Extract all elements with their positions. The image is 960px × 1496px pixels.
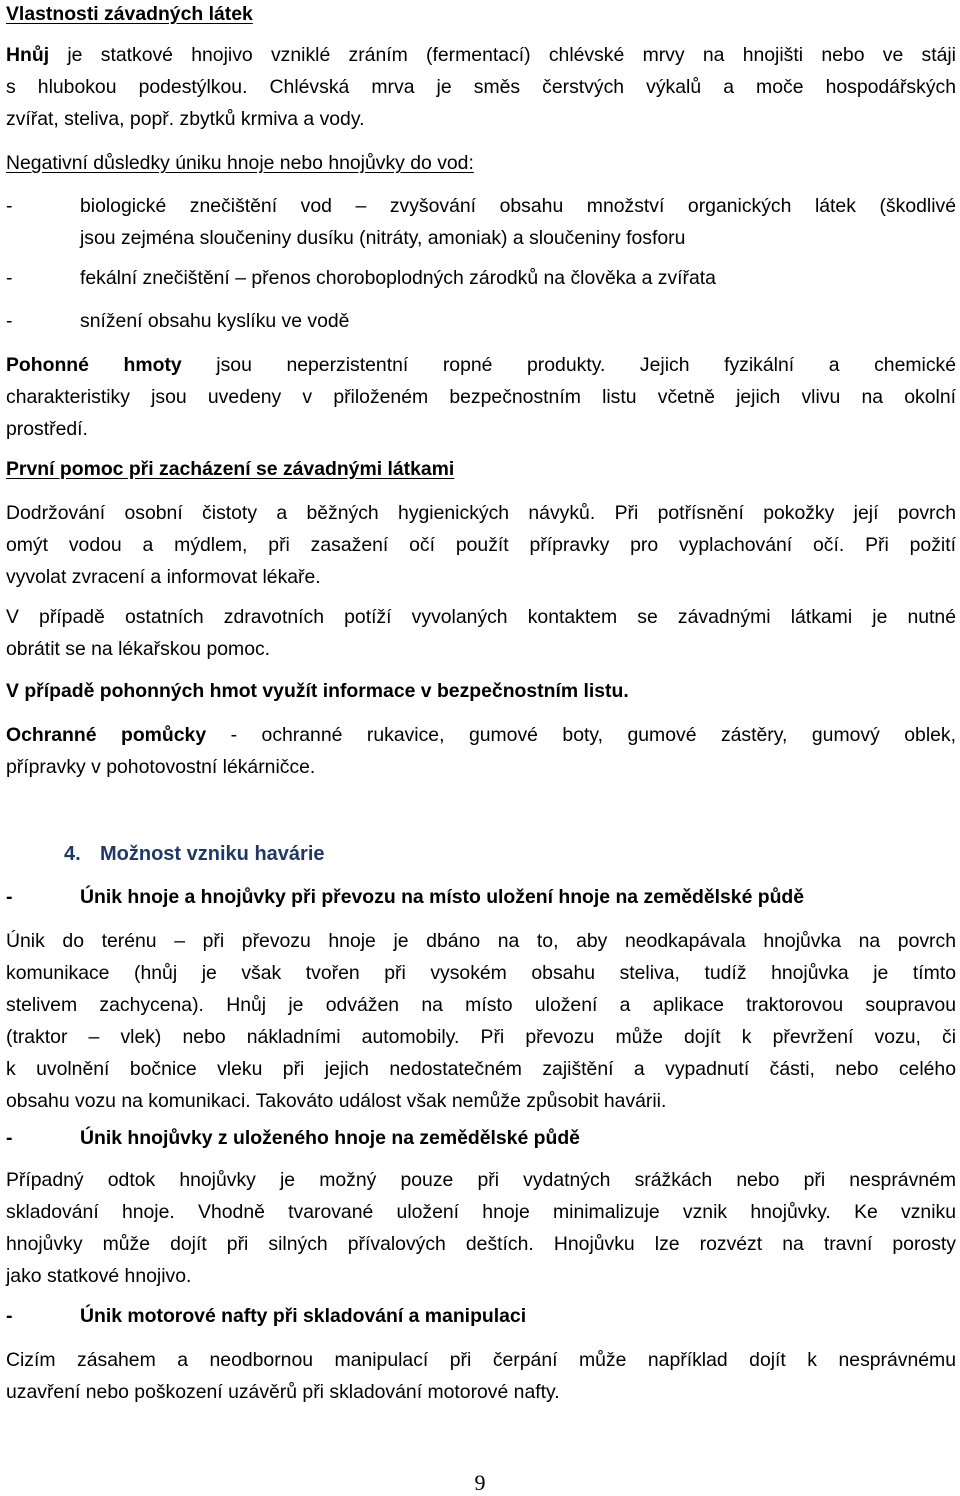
dash-marker: - bbox=[6, 1305, 13, 1327]
subsection-2-title: Únik hnojůvky z uloženého hnoje na zemědělské půdě bbox=[80, 1127, 580, 1149]
subsection-1-title: Únik hnoje a hnojůvky při převozu na místo uložení hnoje na zemědělské půdě bbox=[80, 886, 805, 908]
sub1-line-6: obsahu vozu na komunikaci. Takováto událost však nemůže způsobit havárii. bbox=[6, 1090, 667, 1112]
page-number: 9 bbox=[474, 1470, 486, 1495]
first-aid-p1-line-2: omýt vodou a mýdlem, při zasažení očí použít přípravky pro vyplachování očí. Při požití bbox=[6, 534, 956, 556]
sub2-line-4: jako statkové hnojivo. bbox=[6, 1265, 192, 1287]
first-aid-heading: První pomoc při zacházení se závadnými látkami bbox=[6, 458, 455, 480]
first-aid-paragraph-3: V případě pohonných hmot využít informace v bezpečnostním listu. bbox=[6, 680, 629, 702]
first-aid-p2-line-1: V případě ostatních zdravotních potíží vyvolaných kontaktem se závadnými látkami je nutné bbox=[6, 606, 956, 628]
negative-item-2 bbox=[6, 262, 956, 294]
ppe-paragraph bbox=[6, 719, 956, 783]
subsection-2-paragraph bbox=[6, 1164, 956, 1292]
sub1-line-2: komunikace (hnůj je však tvořen při vysokém obsahu steliva, tudíž hnojůvka je tímto bbox=[6, 962, 956, 984]
sub2-line-2: skladování hnoje. Vhodně tvarované uložení hnoje minimalizuje vznik hnojůvky. Ke vzniku bbox=[6, 1201, 956, 1223]
negative-item-1 bbox=[6, 190, 956, 254]
ppe-term: Ochranné pomůcky bbox=[6, 724, 207, 746]
dash-marker: - bbox=[6, 310, 13, 332]
subsection-3-title: Únik motorové nafty při skladování a manipulaci bbox=[80, 1305, 527, 1327]
negative-item-3-text: snížení obsahu kyslíku ve vodě bbox=[80, 310, 350, 332]
sub2-line-1: Případný odtok hnojůvky je možný pouze při vydatných srážkách nebo při nesprávném bbox=[6, 1169, 956, 1191]
fuels-line-1: Pohonné hmoty jsou neperzistentní ropné produkty. Jejich fyzikální a chemické bbox=[6, 354, 956, 376]
hnuj-line-1: Hnůj je statkové hnojivo vzniklé zráním (fermentací) chlévské mrvy na hnojišti nebo ve stáji bbox=[6, 44, 956, 66]
section-4-heading bbox=[64, 838, 325, 870]
dash-marker: - bbox=[6, 1127, 13, 1149]
first-aid-p1-line-1: Dodržování osobní čistoty a běžných hygienických návyků. Při potřísnění pokožky její povrch bbox=[6, 502, 956, 524]
sub1-line-4: (traktor – vlek) nebo nákladními automobily. Při převozu může dojít k převržení vozu, či bbox=[6, 1026, 956, 1048]
first-aid-paragraph-2 bbox=[6, 601, 956, 665]
subsection-1-paragraph bbox=[6, 925, 956, 1117]
subsection-3-paragraph bbox=[6, 1344, 956, 1408]
hnuj-term: Hnůj bbox=[6, 44, 50, 66]
fuels-line-3: prostředí. bbox=[6, 418, 88, 440]
dash-marker: - bbox=[6, 195, 13, 217]
fuels-line-2: charakteristiky jsou uvedeny v přiloženém bezpečnostním listu včetně jejich vlivu na okolní bbox=[6, 386, 956, 408]
hnuj-line-2: s hlubokou podestýlkou. Chlévská mrva je směs čerstvých výkalů a moče hospodářských bbox=[6, 76, 956, 98]
dash-marker: - bbox=[6, 267, 13, 289]
sub3-line-2: uzavření nebo poškození uzávěrů při skladování motorové nafty. bbox=[6, 1381, 560, 1403]
sub2-line-3: hnojůvky může dojít při silných přívalových deštích. Hnojůvku lze rozvézt na travní porosty bbox=[6, 1233, 956, 1255]
hnuj-line-3: zvířat, steliva, popř. zbytků krmiva a vody. bbox=[6, 108, 365, 130]
section-4-title: Možnost vzniku havárie bbox=[100, 843, 325, 865]
subsection-2-heading bbox=[6, 1122, 956, 1154]
section-4-number: 4. bbox=[64, 843, 81, 865]
section-title: Vlastnosti závadných látek bbox=[6, 3, 253, 25]
first-aid-paragraph-1 bbox=[6, 497, 956, 593]
ppe-line-1: Ochranné pomůcky - ochranné rukavice, gumové boty, gumové zástěry, gumový oblek, bbox=[6, 724, 956, 746]
subsection-3-heading bbox=[6, 1300, 956, 1332]
sub1-line-5: k uvolnění bočnice vleku při jejich nedostatečném zajištění a vypadnutí části, nebo celého bbox=[6, 1058, 956, 1080]
sub1-line-3: stelivem zachycena). Hnůj je odvážen na místo uložení a aplikace traktorovou soupravou bbox=[6, 994, 956, 1016]
sub3-line-1: Cizím zásahem a neodbornou manipulací při čerpání může například dojít k nesprávnému bbox=[6, 1349, 956, 1371]
negatives-heading: Negativní důsledky úniku hnoje nebo hnojůvky do vod: bbox=[6, 152, 474, 174]
subsection-1-heading bbox=[6, 881, 956, 913]
negative-item-1-line-1: biologické znečištění vod – zvyšování obsahu množství organických látek (škodlivé bbox=[80, 195, 956, 217]
negative-item-3 bbox=[6, 305, 956, 337]
dash-marker: - bbox=[6, 886, 13, 908]
hnuj-paragraph bbox=[6, 39, 956, 135]
fuels-paragraph bbox=[6, 349, 956, 445]
negative-item-2-text: fekální znečištění – přenos choroboplodných zárodků na člověka a zvířata bbox=[80, 267, 716, 289]
fuels-term: Pohonné hmoty bbox=[6, 354, 182, 376]
first-aid-p1-line-3: vyvolat zvracení a informovat lékaře. bbox=[6, 566, 321, 588]
negative-item-1-line-2: jsou zejména sloučeniny dusíku (nitráty, amoniak) a sloučeniny fosforu bbox=[80, 227, 686, 249]
ppe-line-2: přípravky v pohotovostní lékárničce. bbox=[6, 756, 316, 778]
first-aid-p2-line-2: obrátit se na lékařskou pomoc. bbox=[6, 638, 271, 660]
sub1-line-1: Únik do terénu – při převozu hnoje je dbáno na to, aby neodkapávala hnojůvka na povrch bbox=[6, 930, 956, 952]
